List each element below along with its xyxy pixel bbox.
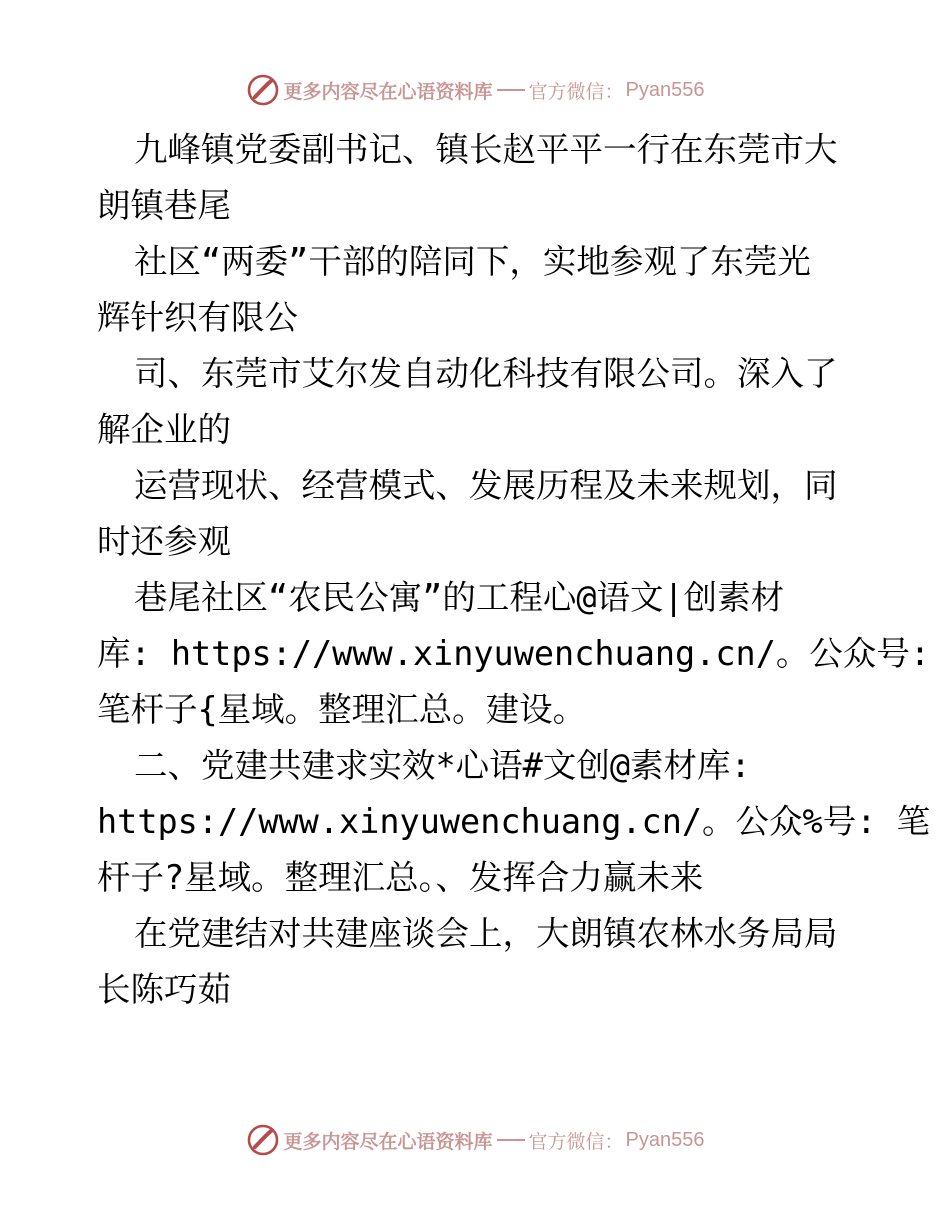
banner-account: Pyan556 xyxy=(625,78,705,101)
text-line-1: 九峰镇党委副书记、镇长赵平平一行在东莞市大 xyxy=(134,130,838,169)
banner-label: 官方微信： xyxy=(528,1130,624,1153)
banner-dash xyxy=(497,1139,525,1141)
banner-account: Pyan556 xyxy=(625,1128,705,1151)
header-banner xyxy=(0,70,950,110)
banner-label: 官方微信： xyxy=(528,80,624,103)
text-line-2: 朗镇巷尾 xyxy=(97,186,231,225)
brush-circle-logo-icon xyxy=(246,73,280,107)
text-line-11: 笔杆子{星域。整理汇总。建设。 xyxy=(97,690,587,729)
text-line-12: 二、党建共建求实效*心语#文创@素材库: xyxy=(134,746,751,785)
text-line-3: 社区“两委”干部的陪同下，实地参观了东莞光 xyxy=(134,242,811,281)
text-line-6: 解企业的 xyxy=(97,410,231,449)
text-line-7: 运营现状、经营模式、发展历程及未来规划，同 xyxy=(134,466,838,505)
text-line-15: 在党建结对共建座谈会上，大朗镇农林水务局局 xyxy=(134,914,838,953)
banner-main-text: 更多内容尽在心语资料库 xyxy=(283,80,493,103)
text-line-8: 时还参观 xyxy=(97,522,231,561)
footer-banner xyxy=(0,1120,950,1160)
text-line-4: 辉针织有限公 xyxy=(97,298,298,337)
document-body xyxy=(97,122,931,1018)
brush-circle-logo-icon xyxy=(246,1123,280,1157)
banner-main-text: 更多内容尽在心语资料库 xyxy=(283,1130,493,1153)
banner-dash xyxy=(497,89,525,91)
text-line-9: 巷尾社区“农民公寓”的工程心@语文|创素材 xyxy=(134,578,785,617)
text-line-13: https://www.xinyuwenchuang.cn/。公众%号: 笔 xyxy=(97,802,931,841)
text-line-14: 杆子?星域。整理汇总。、发挥合力赢未来 xyxy=(97,858,704,897)
text-line-16: 长陈巧茹 xyxy=(97,970,231,1009)
text-line-5: 司、东莞市艾尔发自动化科技有限公司。深入了 xyxy=(134,354,838,393)
text-line-10: 库: https://www.xinyuwenchuang.cn/。公众号: xyxy=(97,634,931,673)
